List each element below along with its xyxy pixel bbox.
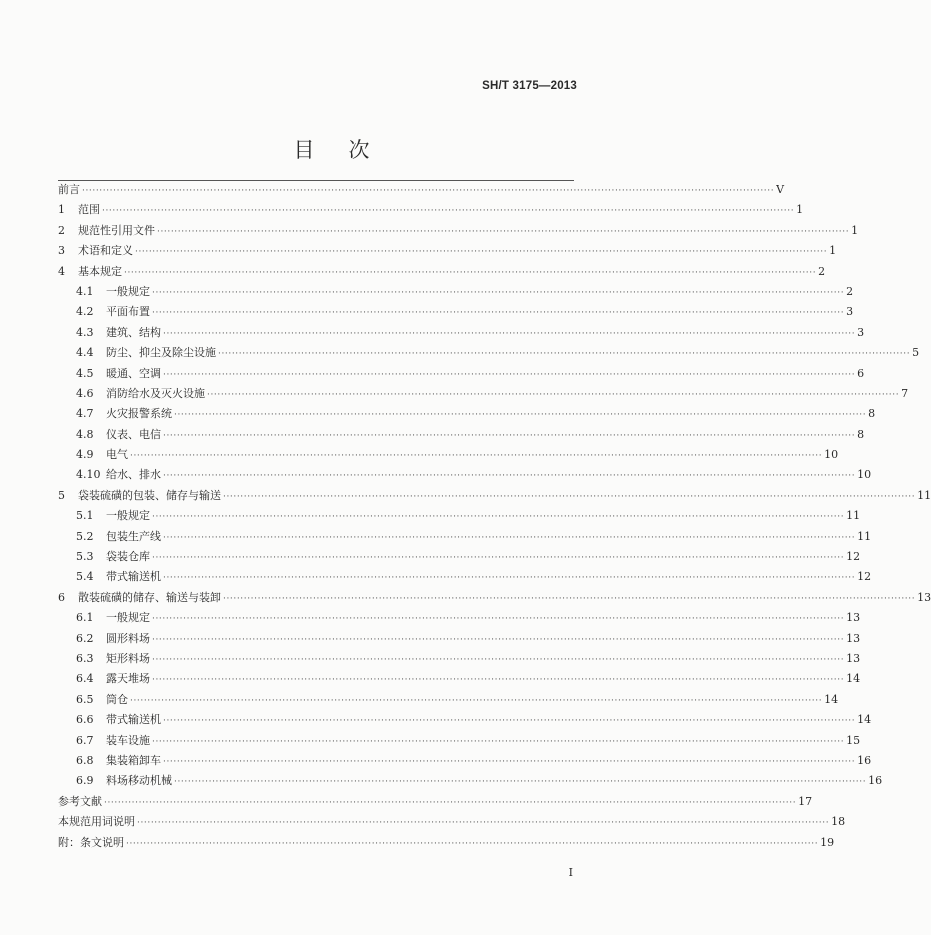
toc-entry-title: 前言 <box>58 183 80 196</box>
toc-entry[interactable] <box>58 486 931 506</box>
toc-entry-number: 6.9 <box>76 774 94 788</box>
toc-leader-dots: ········································································································································································································ <box>223 593 916 604</box>
toc-entry-number: 6.1 <box>76 611 94 625</box>
toc-entry-page: 10 <box>824 448 839 462</box>
toc-entry-number: 4.3 <box>76 325 94 339</box>
toc-entry-title: 矩形料场 <box>106 651 150 665</box>
toc-entry-number: 4.4 <box>76 346 94 360</box>
toc-entry-title: 防尘、抑尘及除尘设施 <box>106 346 216 360</box>
toc-leader-dots: ········································································································································································································ <box>174 777 867 788</box>
toc-leader-dots: ········································································································································································································ <box>130 451 823 462</box>
toc-entry[interactable] <box>58 200 804 220</box>
toc-entry-number: 6.2 <box>76 631 94 645</box>
toc-entry-page: 13 <box>846 651 861 665</box>
toc-entry[interactable] <box>58 384 909 404</box>
toc-leader-dots: ········································································································································································································ <box>163 532 856 543</box>
toc-leader-dots: ········································································································································································································ <box>163 328 856 339</box>
toc-entry[interactable] <box>58 262 826 282</box>
toc-leader-dots: ········································································································································································································ <box>152 553 845 564</box>
toc-leader-dots: ········································································································································································································ <box>163 471 856 482</box>
toc-entry-page: 17 <box>798 794 813 808</box>
toc-entry-page: 2 <box>846 284 854 298</box>
toc-entry[interactable] <box>58 833 835 853</box>
toc-entry-page: 16 <box>868 774 883 788</box>
toc-leader-dots: ········································································································································································································ <box>152 736 845 747</box>
toc-leader-dots: ········································································································································································································ <box>137 818 830 829</box>
toc-entry-page: 16 <box>857 753 872 767</box>
toc-entry-page: 19 <box>820 835 835 849</box>
toc-entry-title: 基本规定 <box>78 264 122 278</box>
toc-entry-page: 1 <box>829 244 837 258</box>
toc-leader-dots: ········································································································································································································ <box>163 573 856 584</box>
toc-entry-number: 4.8 <box>76 427 94 441</box>
toc-entry-page: V <box>776 183 785 196</box>
toc-entry-title: 袋装仓库 <box>106 550 150 564</box>
toc-entry-page: 1 <box>796 203 804 217</box>
toc-entry-title: 集装箱卸车 <box>106 753 161 767</box>
toc-entry-number: 6.8 <box>76 753 94 767</box>
toc-leader-dots: ········································································································································································································ <box>152 675 845 686</box>
toc-entry-page: 2 <box>818 264 826 278</box>
toc-leader-dots: ········································································································································································································ <box>163 369 856 380</box>
toc-entry-number: 4.10 <box>76 468 101 482</box>
toc-entry-title: 暖通、空调 <box>106 366 161 380</box>
toc-leader-dots: ········································································································································································································ <box>223 491 916 502</box>
toc-entry-title: 火灾报警系统 <box>106 407 172 421</box>
toc-entry-page: 12 <box>846 550 861 564</box>
toc-leader-dots: ········································································································································································································ <box>152 634 845 645</box>
toc-entry-number: 6.7 <box>76 733 94 747</box>
toc-entry-title: 露天堆场 <box>106 672 150 686</box>
toc-entry-title: 消防给水及灭火设施 <box>106 386 205 400</box>
toc-entry-title: 圆形料场 <box>106 631 150 645</box>
toc-entry-page: 13 <box>846 631 861 645</box>
toc-entry-title: 范围 <box>78 203 100 217</box>
toc-leader-dots: ········································································································································································································ <box>207 389 900 400</box>
toc-entry-page: 13 <box>846 611 861 625</box>
toc-entry-title: 附：条文说明 <box>58 835 124 849</box>
toc-entry[interactable] <box>58 547 861 567</box>
toc-entry[interactable] <box>58 649 861 669</box>
toc-entry-number: 2 <box>58 223 65 237</box>
toc-entry[interactable] <box>58 710 872 730</box>
toc-entry-title: 建筑、结构 <box>106 325 161 339</box>
toc-entry[interactable] <box>58 465 872 485</box>
toc-entry-page: 13 <box>917 590 931 604</box>
toc-entry-title: 平面布置 <box>106 305 150 319</box>
toc-entry-number: 3 <box>58 244 65 258</box>
toc-entry-page: 12 <box>857 570 872 584</box>
toc-entry-number: 6.5 <box>76 692 94 706</box>
toc-entry-number: 1 <box>58 203 65 217</box>
toc-entry-number: 5.3 <box>76 550 94 564</box>
toc-entry-title: 术语和定义 <box>78 244 133 258</box>
toc-leader-dots: ········································································································································································································ <box>163 430 856 441</box>
toc-entry[interactable] <box>58 506 861 526</box>
toc-entry[interactable] <box>58 445 839 465</box>
toc-leader-dots: ········································································································································································································ <box>152 512 845 523</box>
toc-entry[interactable] <box>58 282 854 302</box>
toc-entry-number: 4.1 <box>76 284 94 298</box>
toc-entry[interactable] <box>58 302 854 322</box>
toc-entry-page: 3 <box>846 305 854 319</box>
toc-entry[interactable] <box>58 404 876 424</box>
toc-entry-number: 4.5 <box>76 366 94 380</box>
toc-leader-dots: ········································································································································································································ <box>152 654 845 665</box>
toc-entry-number: 5.2 <box>76 529 94 543</box>
toc-entry-number: 5.1 <box>76 509 94 523</box>
toc-entry-page: 14 <box>857 713 872 727</box>
toc-entry-page: 10 <box>857 468 872 482</box>
toc-entry-number: 5.4 <box>76 570 94 584</box>
toc-entry-title: 一般规定 <box>106 611 150 625</box>
toc-leader-dots: ········································································································································································································ <box>135 247 828 258</box>
toc-leader-dots: ········································································································································································································ <box>163 756 856 767</box>
toc-leader-dots: ········································································································································································································ <box>152 308 845 319</box>
toc-leader-dots: ········································································································································································································ <box>124 267 817 278</box>
toc-entry-number: 4 <box>58 264 65 278</box>
toc-leader-dots: ········································································································································································································ <box>82 186 775 196</box>
toc-entry-title: 参考文献 <box>58 794 102 808</box>
toc-entry-title: 规范性引用文件 <box>78 223 155 237</box>
toc-leader-dots: ········································································································································································································ <box>130 695 823 706</box>
toc-entry[interactable] <box>58 792 813 812</box>
toc-entry-title: 一般规定 <box>106 509 150 523</box>
toc-entry-title: 仪表、电信 <box>106 427 161 441</box>
toc-leader-dots: ········································································································································································································ <box>152 287 845 298</box>
toc-entry-title: 给水、排水 <box>106 468 161 482</box>
toc-entry-page: 8 <box>868 407 876 421</box>
toc-entry-number: 6.6 <box>76 713 94 727</box>
table-of-contents <box>58 180 931 853</box>
toc-entry[interactable] <box>58 812 846 832</box>
toc-entry-number: 4.2 <box>76 305 94 319</box>
toc-entry[interactable] <box>58 241 837 261</box>
toc-entry-page: 1 <box>851 223 859 237</box>
toc-entry-title: 一般规定 <box>106 284 150 298</box>
toc-entry-title: 料场移动机械 <box>106 774 172 788</box>
toc-entry[interactable] <box>58 669 861 689</box>
toc-entry-page: 11 <box>857 529 872 543</box>
page-title: 目次 <box>293 138 404 162</box>
toc-leader-dots: ········································································································································································································ <box>157 226 850 237</box>
toc-entry-title: 散装硫磺的储存、输送与装卸 <box>78 590 221 604</box>
toc-entry-number: 6.3 <box>76 651 94 665</box>
toc-entry-number: 4.7 <box>76 407 94 421</box>
toc-leader-dots: ········································································································································································································ <box>152 614 845 625</box>
toc-entry[interactable] <box>58 629 861 649</box>
toc-entry-page: 3 <box>857 325 865 339</box>
toc-entry-number: 6 <box>58 590 65 604</box>
toc-entry[interactable] <box>58 608 861 628</box>
toc-entry[interactable] <box>58 731 861 751</box>
toc-entry-page: 18 <box>831 815 846 829</box>
toc-entry-page: 14 <box>846 672 861 686</box>
toc-entry-number: 4.6 <box>76 386 94 400</box>
toc-entry-page: 7 <box>901 386 909 400</box>
toc-entry-page: 6 <box>857 366 865 380</box>
toc-entry[interactable] <box>58 567 872 587</box>
document-code: SH/T 3175—2013 <box>482 80 577 92</box>
toc-entry-page: 8 <box>857 427 865 441</box>
toc-entry[interactable] <box>58 527 872 547</box>
toc-entry-number: 6.4 <box>76 672 94 686</box>
toc-entry-page: 5 <box>912 346 920 360</box>
toc-entry-title: 电气 <box>106 448 128 462</box>
toc-entry[interactable] <box>58 364 865 384</box>
toc-entry-title: 装车设施 <box>106 733 150 747</box>
toc-entry[interactable] <box>58 323 865 343</box>
toc-entry-title: 带式输送机 <box>106 713 161 727</box>
toc-entry-title: 本规范用词说明 <box>58 815 135 829</box>
toc-entry-number: 4.9 <box>76 448 94 462</box>
toc-entry-page: 11 <box>846 509 861 523</box>
toc-entry[interactable] <box>58 771 883 791</box>
toc-entry[interactable] <box>58 690 839 710</box>
toc-entry[interactable] <box>58 588 931 608</box>
toc-entry-title: 筒仓 <box>106 692 128 706</box>
toc-entry[interactable] <box>58 425 865 445</box>
page-number: I <box>568 866 573 879</box>
toc-entry-number: 5 <box>58 488 65 502</box>
toc-leader-dots: ········································································································································································································ <box>104 797 797 808</box>
toc-entry[interactable] <box>58 221 859 241</box>
toc-entry-title: 带式输送机 <box>106 570 161 584</box>
toc-entry-page: 11 <box>917 488 931 502</box>
toc-leader-dots: ········································································································································································································ <box>126 838 819 849</box>
toc-entry-page: 15 <box>846 733 861 747</box>
toc-entry-title: 袋装硫磺的包装、储存与输送 <box>78 488 221 502</box>
toc-entry[interactable] <box>58 180 785 200</box>
toc-entry[interactable] <box>58 343 920 363</box>
toc-leader-dots: ········································································································································································································ <box>163 716 856 727</box>
toc-entry-page: 14 <box>824 692 839 706</box>
toc-leader-dots: ········································································································································································································ <box>174 410 867 421</box>
toc-leader-dots: ········································································································································································································ <box>218 349 911 360</box>
toc-entry[interactable] <box>58 751 872 771</box>
toc-entry-title: 包装生产线 <box>106 529 161 543</box>
toc-leader-dots: ········································································································································································································ <box>102 206 795 217</box>
